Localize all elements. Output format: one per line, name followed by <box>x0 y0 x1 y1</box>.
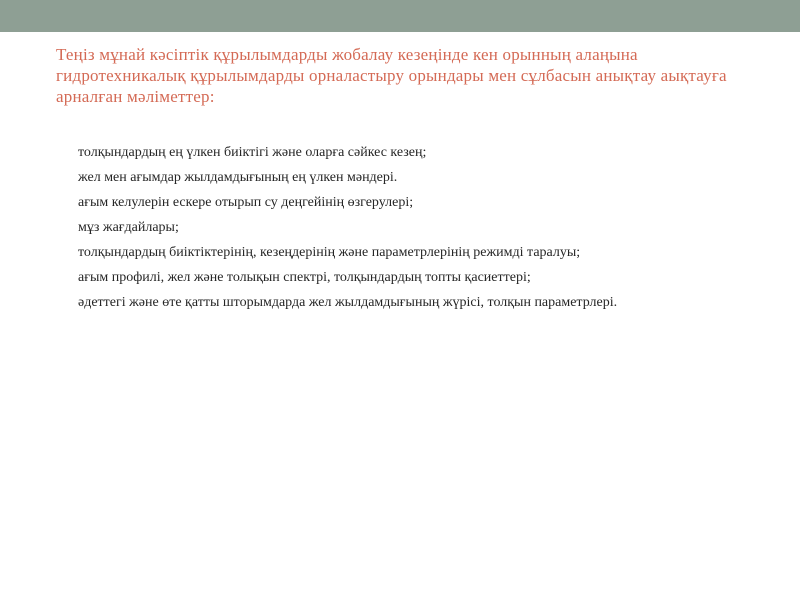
list-item-text: толқындардың биіктіктерінің, кезеңдерінің және параметрлерінің режимді таралуы; <box>78 245 581 260</box>
slide-title: Теңіз мұнай кәсіптік құрылымдарды жобалау кезеңінде кен орынның алаңына гидротехникалық құрылымдарды орналастыру орындары мен сұлбасын анықтау аықтауға арналған мәліметтер: <box>56 45 727 106</box>
list-item <box>44 268 752 288</box>
list-item-text: ағым келулерін ескере отырып су деңгейінің өзгерулері; <box>78 195 414 210</box>
list-item-text: толқындардың ең үлкен биіктігі және оларға сәйкес кезең; <box>78 145 427 160</box>
top-bar <box>0 0 800 32</box>
list-item <box>44 243 752 263</box>
list-item <box>44 293 752 313</box>
list-item-text: ағым профилі, жел және толықын спектрі, толқындардың топты қасиеттері; <box>78 270 531 285</box>
list-item-text: жел мен ағымдар жылдамдығының ең үлкен мәндері. <box>78 170 398 185</box>
list-item <box>44 143 752 163</box>
bullet-list <box>44 143 752 318</box>
list-item-text: әдеттегі және өте қатты шторымдарда жел жылдамдығының жүрісі, толқын параметрлері. <box>78 295 618 310</box>
list-item <box>44 218 752 238</box>
list-item-text: мұз жағдайлары; <box>78 220 179 235</box>
list-item <box>44 193 752 213</box>
list-item <box>44 168 752 188</box>
